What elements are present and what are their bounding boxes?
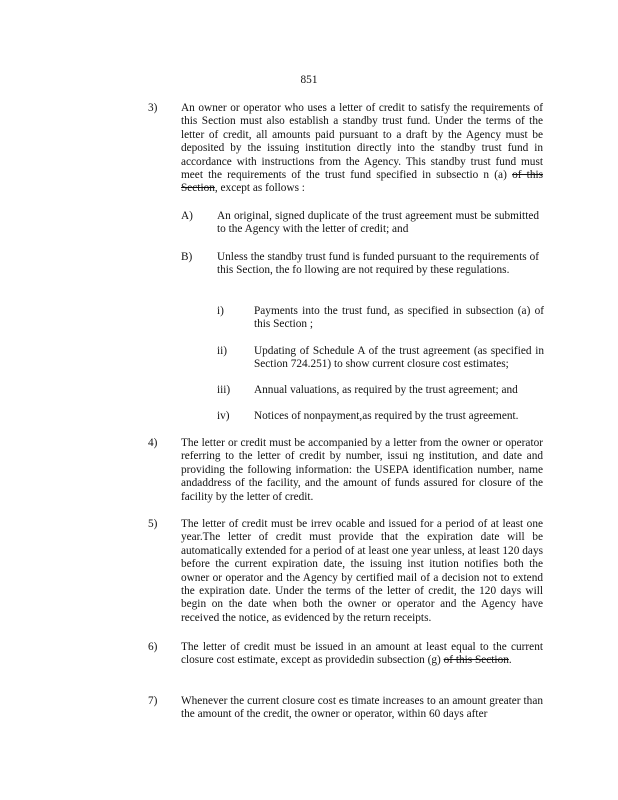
paragraph-text — [181, 641, 543, 668]
clause-text: Payments into the trust fund, as specified in subsection (a) of this Section ; — [254, 305, 544, 331]
paragraph-number: 4) — [148, 437, 158, 449]
subparagraph-number: A) — [181, 210, 193, 222]
paragraph-text: The letter or credit must be accompanied by a letter from the owner or operator referring to the letter of credit by number, issui ng institution, and date and providing the following information: the USEPA identification number, name andaddress of the facility, and the amount of funds assured for closure of the facility by the letter of credit. — [181, 437, 543, 503]
paragraph-number: 7) — [148, 695, 158, 707]
paragraph-text: The letter of credit must be irrev ocable and issued for a period of at least one year.The letter of credit must provide that the expiration date will be automatically extended for a period of at least one year unless, at least 120 days before the current expiration date, the issuing inst itution notifies both the owner or operator and the Agency by certified mail of a decision not to extend the expiration date. Under the terms of the letter of credit, the 120 days will begin on the date when both the owner or operator and the Agency have received the notice, as evidenced by the return receipts. — [181, 518, 543, 624]
subparagraph-text: An original, signed duplicate of the trust agreement must be submitted to the Agency with the letter of credit; and — [217, 210, 539, 236]
clause-number: iv) — [217, 410, 230, 422]
paragraph-number: 5) — [148, 518, 158, 530]
text-segment: An owner or operator who uses a letter of credit to satisfy the requirements of this Section must also establish a standby trust fund. Under the terms of the letter of credit, all amounts paid pursuant to a draft by the Agency must be deposited by the issuing institution directly into the standby trust fund in accordance with instructions from the Agency. This standby trust fund must meet the requirements of the trust fund specified in subsectio n (a) — [181, 102, 543, 182]
text-segment: , except as follows : — [214, 182, 305, 195]
clause-text: Updating of Schedule A of the trust agreement (as specified in Section 724.251) to show current closure cost estimates; — [254, 345, 544, 371]
subparagraph-number: B) — [181, 251, 193, 263]
subparagraph-text: Unless the standby trust fund is funded pursuant to the requirements of this Section, the fo llowing are not required by these regulations. — [217, 251, 539, 277]
text-segment: . — [508, 654, 512, 667]
struck-text: of this Section — [443, 654, 509, 667]
paragraph-number: 3) — [148, 102, 158, 114]
page-number: 851 — [300, 74, 318, 86]
text-segment: The letter of credit must be issued in an amount at least equal to the current closure cost estimate, except as providedin subsection (g) — [181, 641, 543, 667]
clause-number: ii) — [217, 345, 228, 357]
clause-text: Notices of nonpayment,as required by the trust agreement. — [254, 410, 519, 422]
paragraph-text — [181, 102, 543, 196]
clause-text: Annual valuations, as required by the trust agreement; and — [254, 384, 518, 396]
clause-number: i) — [217, 305, 224, 317]
paragraph-number: 6) — [148, 641, 158, 653]
paragraph-text: Whenever the current closure cost es timate increases to an amount greater than the amount of the credit, the owner or operator, within 60 days after — [181, 695, 543, 721]
clause-number: iii) — [217, 384, 231, 396]
struck-text: of this Section — [181, 169, 544, 195]
